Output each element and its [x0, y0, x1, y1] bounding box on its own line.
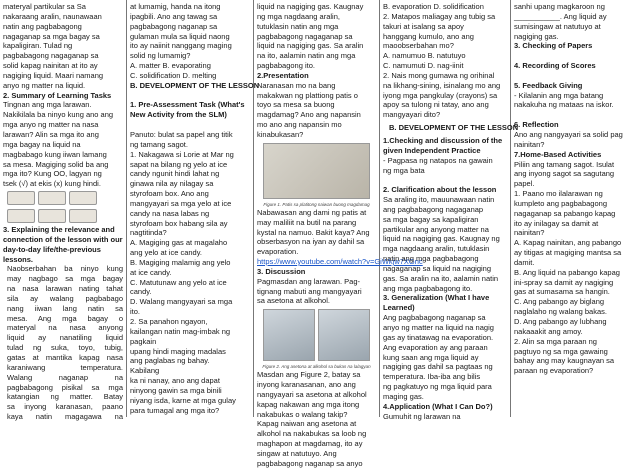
text-line: 1. Pre-Assessment Task (What's	[130, 100, 245, 110]
text-line: pagbabagong ito.	[257, 61, 315, 71]
text-line: ng mga bata	[383, 165, 425, 175]
text-line: iyong mga pangkulay (crayons) sa	[383, 90, 498, 100]
text-line: mangyayari dito?	[383, 110, 441, 120]
text-line: materyal partikular sa Sa	[3, 2, 86, 11]
section-heading: B. DEVELOPMENT OF THE LESSON	[389, 123, 519, 133]
text-line: upang hindi maging madalas	[130, 346, 226, 356]
text-line: temperatura. Iba-iba ang bilis	[383, 372, 481, 382]
text-line: candy na nasa labas ng	[130, 208, 210, 218]
text-line: 2. Matapos maliagay ang tubig sa	[383, 11, 496, 21]
text-line: kystal na namuo. Bakit kaya? Ang	[257, 227, 370, 237]
text-line: Pagmasdan ang larawan. Pag-	[257, 276, 360, 286]
text-line: kinabukasan?	[257, 129, 304, 139]
item-picture	[69, 209, 97, 223]
text-line: C. Ang pabango ay biglang	[514, 297, 605, 307]
text-line: nainitan?	[514, 139, 545, 149]
text-line: C. namumuti D. nag-iinit	[383, 61, 464, 71]
text-line: pagtuyo ng sa mga gawaing	[514, 346, 608, 356]
text-line: 5. Feedback Giving	[514, 80, 583, 90]
text-line: nagaganap sa pabango kapag	[514, 208, 616, 218]
text-line: Ang evaporation ay ang paraan	[383, 342, 488, 352]
text-line: - Kilalanin ang mga batang	[514, 90, 604, 100]
text-line: natin ang pagbabagong	[3, 21, 82, 31]
text-line: damit.	[514, 257, 535, 267]
text-line: nagaganap sa mga bagay sa	[3, 31, 100, 41]
text-line: kumpleto ang pagbabagong	[514, 198, 607, 208]
text-line: candy ngunit hindi lahat ng	[130, 169, 220, 179]
text-line: sila ay walang pagbabago	[7, 293, 123, 303]
text-line: mga anyo ng matter na nasa	[3, 120, 99, 130]
text-line: ng mga nagdaang aralin,	[257, 11, 340, 21]
text-line: nainitan?	[514, 228, 545, 238]
text-line: 2. Summary of Learning Tasks	[3, 90, 112, 100]
text-line: may maliliit na butil na parang	[257, 217, 357, 227]
text-line: - Pagpasa ng natapos na gawain	[383, 155, 493, 165]
column-1	[0, 0, 127, 422]
text-line: ipagbili. Ano ang tawag sa	[130, 11, 218, 21]
text-line: makakwan ng plattiong patis o	[257, 90, 358, 100]
text-line: ito ay inilagay sa damit at	[514, 218, 599, 228]
text-line: Gumuhit ng larawan na	[383, 411, 461, 421]
text-line: solid kapag nainitan at ito ay	[3, 61, 98, 71]
text-line: may nagbago sa mga bagay	[7, 274, 123, 284]
acetone-alcohol-photos	[263, 309, 370, 361]
column-2	[127, 0, 260, 417]
text-line: tsek (√) at ekis (x) kung hindi.	[3, 179, 101, 189]
text-line: tignang mabuti ang mangyayari	[257, 286, 362, 296]
text-line: at lumamig, handa na itong	[130, 2, 221, 11]
text-line: nangyayari sa asetona at alkohol	[257, 389, 367, 399]
text-line: liquid na nagiging gas. Kaugnay ng	[383, 234, 500, 244]
text-line: ito.	[130, 307, 141, 317]
text-line: partikular ang anyong matter na	[383, 224, 489, 234]
item-picture	[7, 209, 35, 223]
text-line: connection of the lesson with our	[3, 234, 123, 244]
text-line: 7.Home-Based Activities	[514, 149, 602, 159]
text-line: gatas at mantika kapag nasa	[7, 353, 123, 362]
text-line: C. Matutunaw ang yelo at ice	[130, 277, 227, 287]
text-line: ang paglabas ng bahay.	[130, 356, 210, 366]
text-line: ginawa nila ay nilagay sa	[130, 179, 214, 189]
text-line: pagbabagong naganap sa anyo	[257, 458, 363, 468]
liquid-items-pictures	[3, 189, 123, 225]
item-picture	[38, 191, 66, 205]
text-line: ang inyong sagot sa sagutang	[514, 169, 615, 179]
text-line: B. DEVELOPMENT OF THE LESSON	[130, 80, 260, 90]
text-line: pagbabagong naganap sa	[130, 21, 218, 31]
figure-2-caption: Figure 2. Ang asetona at alkohol sa bukas na lalagyan	[262, 364, 371, 370]
text-line: sa asetona at alkohol.	[257, 296, 330, 306]
item-picture	[69, 191, 97, 205]
text-line: Ang pagbabagong naganap sa	[383, 313, 486, 323]
text-line: styrofoam box habang sila ay	[130, 218, 228, 228]
text-line: B. Ang liquid na pabango kapag	[514, 267, 620, 277]
text-line	[130, 91, 250, 101]
text-line: lessons.	[3, 254, 34, 264]
text-line: 4.Application (What I Can Do?)	[383, 401, 493, 411]
text-line: 2.Presentation	[257, 70, 309, 80]
text-line: A. Kapag nainitan, ang pabango	[514, 238, 622, 248]
text-line: nagaganap sa liquid na nagiging	[383, 263, 492, 273]
text-line: candy.	[130, 287, 152, 297]
text-line: ng tamang sagot.	[130, 139, 188, 149]
text-line: ang pagbabagong nagaganap	[383, 204, 484, 214]
text-line: mga nagdaang aralin, tutuklasin	[383, 244, 490, 254]
text-line: niyang isda, karne at mga gulay	[130, 395, 236, 405]
text-line: ___________. Ang liquid ay	[514, 11, 607, 21]
text-line: kung saan ang mga liquid ay	[383, 352, 479, 362]
text-line: 2. Nais mong gumawa ng orihinal	[383, 70, 495, 80]
text-line: B. Magiging malamig ang yelo	[130, 257, 231, 267]
text-line: solid ng lumamig?	[130, 51, 191, 61]
text-line: New Activity from the SLM)	[130, 110, 227, 120]
text-line: mga bagay na liquid na	[3, 139, 81, 149]
text-line: at ice candy.	[130, 267, 172, 277]
text-line: mangyayari sa mga yelo at ice	[130, 198, 232, 208]
text-line: sanhi upang magkaroon ng	[514, 2, 605, 11]
text-line: C. solidification D. melting	[130, 70, 217, 80]
text-line	[514, 71, 635, 81]
text-line: nagiging liquid. Maari namang	[3, 70, 104, 80]
figure-1-caption: Figure 1. Patis sa platitong naiwan buong magdamag	[263, 201, 370, 207]
text-line: katangian ng matter. Batay	[7, 392, 123, 402]
text-line: bahay ang may kaugnayan sa	[514, 356, 615, 366]
text-line	[383, 175, 507, 185]
text-line: 1.Checking and discussion of the	[383, 135, 503, 145]
text-line: nagtitinda?	[130, 228, 167, 238]
text-line: nakabukas o walang takip?	[257, 409, 348, 419]
text-line: naglalaho ng walang bakas.	[514, 307, 607, 317]
text-line: sa mesa. Magiging solid ba ang	[3, 159, 109, 169]
text-line: D. Walang mangyayari sa mga	[130, 297, 233, 307]
text-line: Naranasan mo na bang	[257, 80, 336, 90]
text-line: Walang naganap na	[7, 372, 123, 382]
text-line: Masdan ang Figure 2, batay sa	[257, 370, 361, 380]
text-line: inyong karanasanan, ano ang	[257, 380, 356, 390]
text-line: 2. Clarification about the lesson	[383, 185, 497, 195]
text-line: na ito, aalamin natin ang mga	[257, 51, 356, 61]
text-line: para tumagal ang mga ito?	[130, 405, 220, 415]
text-line: 2. Sa panahon ngayon,	[130, 317, 208, 326]
text-line: ini-spray sa damit ay nagiging	[514, 277, 614, 287]
text-line: liquid ay nanatiling liquid	[7, 333, 123, 343]
patis-saucer-photo	[263, 143, 370, 199]
text-line: mesa. Ang mga bagay o	[7, 313, 123, 323]
text-line: Naobserbahan ba ninyo kung	[7, 264, 123, 274]
text-line: pagkain	[130, 336, 157, 346]
text-line: sapat na bilang ng yelo at ice	[130, 159, 228, 169]
text-line: pagbabagong pisikal sa mga	[7, 382, 123, 392]
text-line: 6. Reflection	[514, 120, 559, 130]
text-line: singaw at natutuyo. Ang	[257, 449, 337, 458]
text-line: kaya natin magagawa na	[7, 412, 123, 422]
text-line: liquid na nagiging gas. Sa aralin	[257, 41, 364, 51]
text-line: ang yelo at ice candy.	[130, 248, 202, 258]
text-line: alkohol na nakabukas sa loob ng	[257, 429, 367, 439]
text-line: paraan ng evaporation?	[514, 366, 594, 376]
text-line: kapaligiran. Tulad ng	[3, 41, 73, 51]
text-line: magbabago kung iiwan lamang	[3, 149, 107, 159]
text-line: materyal na nasa anyong	[7, 323, 123, 333]
text-line: anyo ng matter na liquid na nagig	[383, 323, 494, 332]
text-line: 3. Explaining the relevance and	[3, 225, 115, 235]
text-line: day-to-day life/the-previous	[3, 244, 101, 254]
text-line: nang iiwan lang natin sa	[7, 303, 123, 313]
text-line: Kabilang	[130, 366, 160, 376]
text-line: ay titigas at magiging mantsa sa	[514, 248, 622, 258]
text-line: toyo sa mesa sa buong	[257, 100, 335, 110]
text-line: maging gas.	[383, 391, 424, 401]
text-line: 3. Checking of Papers	[514, 41, 593, 51]
text-line: kapag nakawan ang mga itong	[257, 399, 360, 409]
text-line: obserbasyon na iyan ay dahil sa	[257, 237, 365, 247]
text-line: sa inyong karanasan, paano	[7, 402, 123, 412]
text-line: Nakikilala ba ninyo kung ano ang	[3, 110, 114, 120]
text-line: 2. Alin sa mga paraan ng	[514, 336, 597, 346]
text-line: A. Magiging gas at magalaho	[130, 238, 228, 248]
text-line: 1. Paano mo ilalarawan ng	[514, 189, 603, 199]
text-line: A. matter B. evaporating	[130, 61, 211, 71]
text-line: maoobserbahan mo?	[383, 41, 454, 51]
text-line: ninyong gawin sa mga binili	[130, 385, 222, 395]
text-line: mo ano ang napansin mo	[257, 120, 342, 130]
text-line: natin ang mga pagbabagong	[383, 254, 479, 264]
text-line: nagiging gas.	[514, 31, 559, 41]
text-line: given Independent Practice	[383, 145, 481, 155]
text-line: nakaraang aralin, naunawaan	[3, 11, 102, 21]
text-line: gas ay tinatawag na evaporation.	[383, 332, 494, 342]
text-line: sa mga bagay sa kapaligiran	[383, 214, 479, 224]
text-line: tulad ng suka, toyo, tubig,	[7, 343, 123, 353]
text-line: 3. Generalization (What I have	[383, 293, 490, 303]
item-picture	[7, 191, 35, 205]
column-4	[380, 0, 519, 421]
text-line: D. Ang pabango ay lubhang	[514, 317, 607, 326]
text-line: Tingnan ang mga larawan.	[3, 100, 92, 110]
text-line: larawan? Alin sa mga ito ang	[3, 129, 99, 139]
text-line: tutuklasin natin ang mga	[257, 21, 339, 31]
text-line: nakakuha ng mataas na iskor.	[514, 100, 614, 110]
text-line: sumisingaw at natutuyo at	[514, 21, 601, 31]
text-line: ng pagkatuyo ng mga liquid para	[383, 382, 492, 392]
text-line: takuri at isalang sa apoy	[383, 21, 464, 31]
column-5	[511, 0, 638, 417]
text-line: mga ito? Kung OO, lagyan ng	[3, 169, 102, 179]
text-line: maghapon at magdamag, ito ay	[257, 439, 363, 449]
text-line: Kapag naiwan ang asetona at	[257, 419, 357, 429]
text-line: liquid na nagiging gas. Kaugnay	[257, 2, 364, 11]
text-line: na nasa larawan nating tahat	[7, 284, 123, 294]
text-line: apoy sa tulong ni tatay, ano ang	[383, 100, 489, 110]
acetone-photo	[263, 309, 315, 361]
text-line: karaniwang temperatura.	[7, 362, 123, 372]
text-line: papel.	[514, 179, 535, 189]
youtube-link[interactable]: https://www.youtube.com/watch?v=GiWkjw7XGnc	[257, 257, 423, 267]
text-line: anyo ng matter na liquid.	[3, 80, 86, 90]
text-line: ito ay naiinit nanggang maging	[130, 41, 232, 51]
text-line: Nabawasan ang dami ng patis at	[257, 207, 367, 217]
text-line: Learned)	[383, 303, 415, 313]
item-picture	[38, 209, 66, 223]
text-line: gulaman mula sa liquid naong	[130, 31, 230, 41]
text-line: na likhang-sining, isinalang mo ang	[383, 80, 501, 90]
text-line: 4. Recording of Scores	[514, 61, 596, 71]
text-line: pagbabagong nagaganap sa	[3, 51, 99, 61]
text-line: ang mga pagbabagong ito.	[383, 283, 473, 293]
text-line: evaporation.	[257, 247, 299, 257]
text-line: styrofoam box. Ano ang	[130, 189, 209, 199]
text-line: Sa araling ito, mauunawaan natin	[383, 195, 495, 205]
text-line: B. evaporation D. solidification	[383, 2, 484, 11]
text-line: gas. Sa aralin na ito, aalamin natin	[383, 273, 499, 283]
text-line: pagbabagong nagaganap sa	[257, 31, 353, 41]
text-line	[514, 110, 635, 120]
text-line: A. namumuo B. natutuyo	[383, 51, 466, 61]
text-line: nakaaakit ang amoy.	[514, 326, 583, 336]
text-line: Ano ang nangyayari sa solid pag	[514, 129, 623, 139]
text-line: hanggang kumulo, ano ang	[383, 31, 474, 41]
alcohol-photo	[318, 309, 370, 361]
text-line: kailangan natin mag-imbak ng	[130, 326, 231, 336]
text-line: gas at sumasama sa hangin.	[514, 287, 610, 297]
text-line	[514, 51, 635, 61]
text-line: 1. Nakagawa si Lorie at Mar ng	[130, 149, 234, 159]
text-line: 3. Discussion	[257, 266, 306, 276]
text-line: Panuto: bulat sa papel ang titik	[130, 129, 233, 139]
text-line	[130, 120, 250, 130]
text-line: nagiging gas dahil sa pagtaas ng	[383, 362, 493, 372]
text-line: magdamag? Ano ang napansin	[257, 110, 361, 120]
text-line: Piliin ang tamang sagot. Isulat	[514, 159, 615, 169]
text-line: ka ni nanay, ano ang dapat	[130, 376, 220, 386]
